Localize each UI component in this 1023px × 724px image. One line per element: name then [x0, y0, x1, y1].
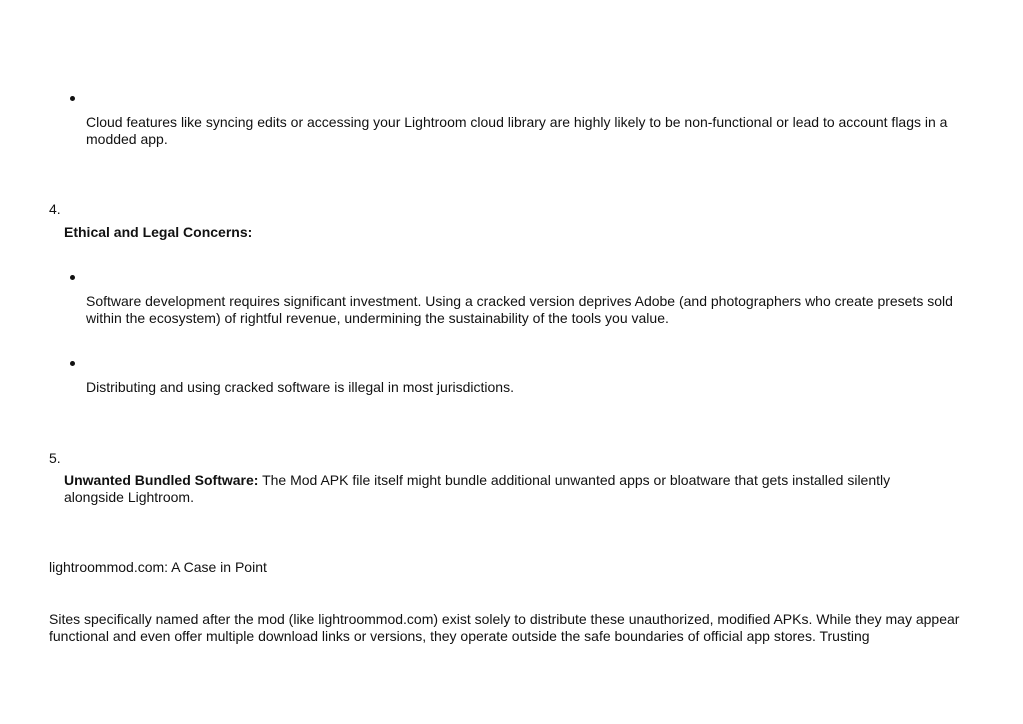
item-heading-unwanted-software: Unwanted Bundled Software:	[64, 472, 259, 488]
item-paragraph-unwanted-software	[64, 472, 934, 506]
section-paragraph: Sites specifically named after the mod (like lightroommod.com) exist solely to distribute these unauthorized, modified APKs. While they may appear functional and even offer multiple download links or versions, they operate outside the safe boundaries of official app stores. Trusting	[49, 611, 960, 644]
item-text-unwanted-software: The Mod APK file itself might bundle additional unwanted apps or bloatware that gets installed silently alongside Lightroom.	[64, 472, 891, 505]
bullet-text-software-development: Software development requires significant investment. Using a cracked version deprives Adobe (and photographers who create presets sold within the ecosystem) of rightful revenue, undermining the sustainability of the tools you value.	[86, 293, 953, 326]
bullet-text-distributing: Distributing and using cracked software is illegal in most jurisdictions.	[86, 379, 514, 395]
list-number-5: 5.	[49, 450, 61, 466]
list-number-4: 4.	[49, 201, 61, 217]
bullet-marker	[70, 275, 75, 280]
bullet-marker	[70, 96, 75, 101]
item-heading-ethical-legal: Ethical and Legal Concerns:	[64, 224, 253, 240]
bullet-marker	[70, 361, 75, 366]
bullet-text-cloud-features: Cloud features like syncing edits or accessing your Lightroom cloud library are highly likely to be non-functional or lead to account flags in a modded app.	[86, 114, 948, 147]
section-heading: lightroommod.com: A Case in Point	[49, 559, 267, 575]
